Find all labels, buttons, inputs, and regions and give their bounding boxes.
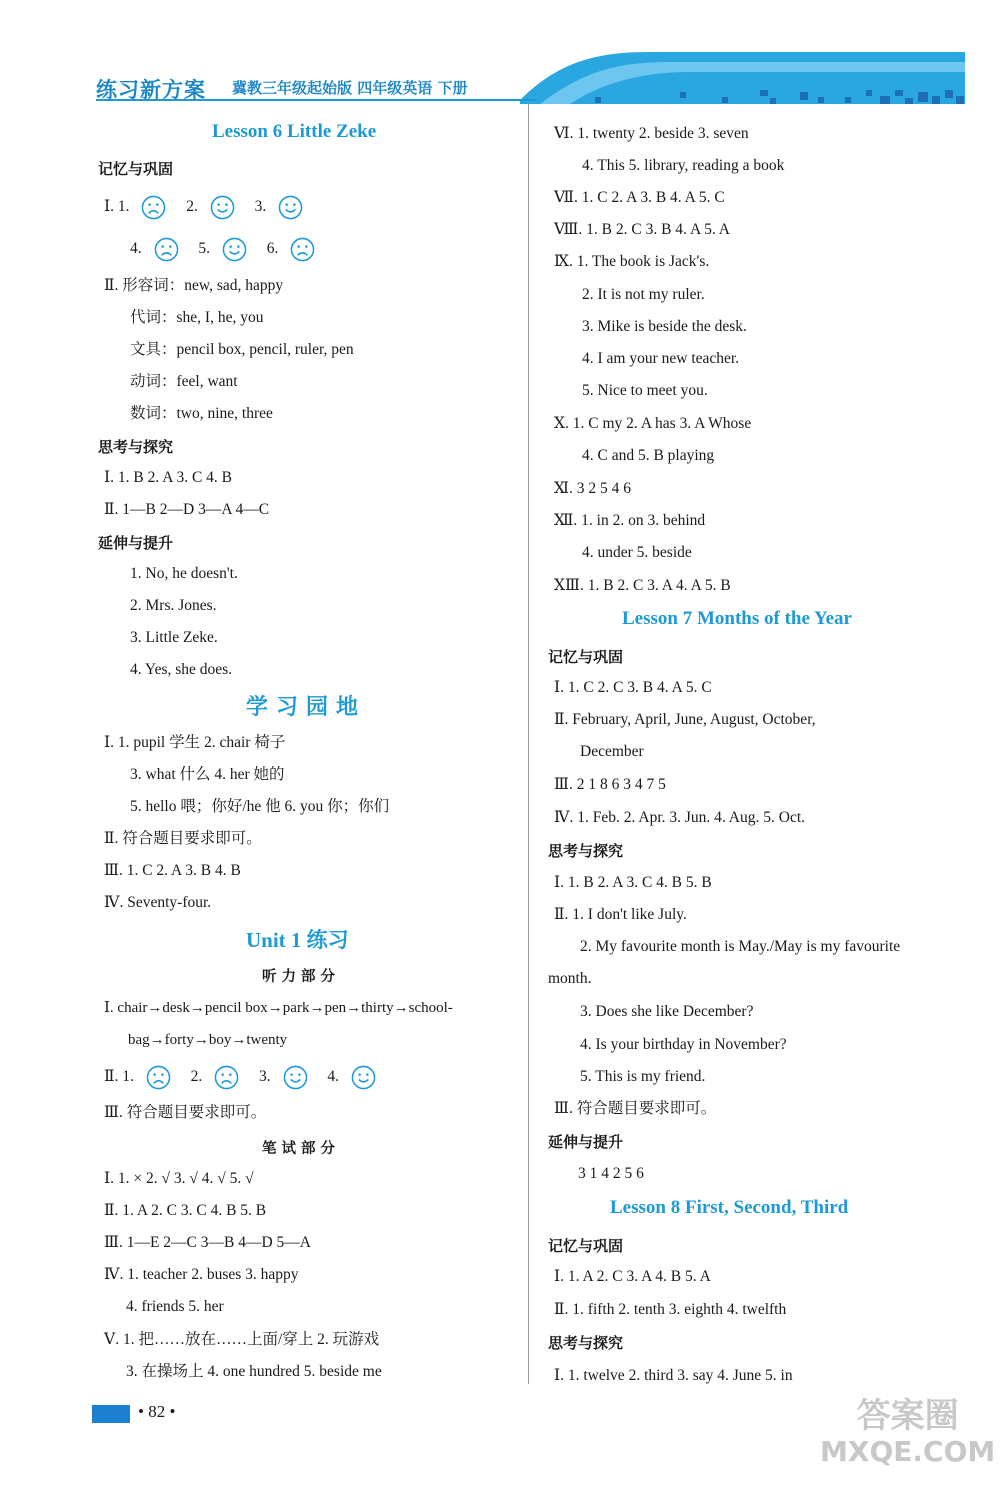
answer-line: 4. I am your new teacher.	[582, 350, 740, 367]
column-divider	[528, 104, 529, 1384]
item-label: 4.	[327, 1068, 340, 1086]
answer-line: 4. C and 5. B playing	[582, 447, 715, 464]
lesson7-title: Lesson 7 Months of the Year	[622, 608, 852, 629]
answer-line: Ⅳ. 1. teacher 2. buses 3. happy	[104, 1266, 299, 1283]
sad-face-icon	[290, 237, 315, 262]
happy-face-icon	[351, 1065, 376, 1090]
answer-line: Ⅱ. 形容词：new, sad, happy	[104, 277, 284, 294]
answer-line: Ⅰ. 1. × 2. √ 3. √ 4. √ 5. √	[104, 1170, 254, 1187]
answer-line: 动词：feel, want	[130, 373, 238, 390]
answer-line: Ⅱ. 1—B 2—D 3—A 4—C	[104, 501, 270, 518]
answer-line: Ⅻ. 1. in 2. on 3. behind	[554, 512, 706, 529]
answer-line: 代词：she, I, he, you	[130, 309, 264, 326]
item-label: Ⅱ. 1.	[104, 1068, 134, 1086]
answer-line: Ⅳ. Seventy-four.	[104, 894, 212, 911]
sad-face-icon	[141, 195, 166, 220]
answer-line: 5. This is my friend.	[580, 1068, 706, 1085]
item-label: 6.	[266, 240, 279, 258]
answer-line: 4. Yes, she does.	[130, 661, 233, 678]
brand-title: 练习新方案	[96, 78, 206, 102]
answer-line: Ⅶ. 1. C 2. A 3. B 4. A 5. C	[554, 189, 725, 206]
item-label: Ⅰ. 1.	[104, 198, 130, 216]
l6-faces-row1	[104, 195, 303, 220]
section-think: 思考与探究	[98, 438, 174, 456]
book-subtitle: 冀教三年级起始版 四年级英语 下册	[232, 79, 468, 97]
happy-face-icon	[278, 195, 303, 220]
answer-line: December	[580, 743, 644, 760]
sad-face-icon	[214, 1065, 239, 1090]
section-listen: 听力部分	[262, 969, 340, 985]
answer-line: 3. 在操场上 4. one hundred 5. beside me	[126, 1363, 382, 1380]
item-label: 3.	[254, 198, 267, 216]
section-written: 笔试部分	[262, 1141, 340, 1157]
answer-line: 2. Mrs. Jones.	[130, 597, 217, 614]
answer-line: 5. hello 喂；你好/he 他 6. you 你；你们	[130, 798, 390, 815]
answer-line: 4. Is your birthday in November?	[580, 1036, 787, 1053]
answer-line: 3. what 什么 4. her 她的	[130, 766, 285, 783]
l6-faces-row2	[130, 237, 315, 262]
answer-line: 文具：pencil box, pencil, ruler, pen	[130, 341, 354, 358]
answer-line: Ⅲ. 符合题目要求即可。	[554, 1100, 717, 1117]
lesson6-title: Lesson 6 Little Zeke	[212, 121, 377, 142]
answer-line: Ⅺ. 3 2 5 4 6	[554, 480, 632, 497]
answer-line: Ⅱ. 1. I don't like July.	[554, 906, 687, 923]
answer-line: Ⅱ. 1. A 2. C 3. C 4. B 5. B	[104, 1202, 267, 1219]
answer-line: 3. Little Zeke.	[130, 629, 218, 646]
item-label: 3.	[259, 1068, 271, 1086]
answer-line: Ⅱ. 符合题目要求即可。	[104, 830, 262, 847]
answer-line: Ⅰ. 1. B 2. A 3. C 4. B	[104, 469, 232, 486]
section-think: 思考与探究	[548, 842, 624, 860]
happy-face-icon	[283, 1065, 308, 1090]
answer-line: Ⅳ. 1. Feb. 2. Apr. 3. Jun. 4. Aug. 5. Oct.	[554, 809, 806, 826]
answer-line: 数词：two, nine, three	[130, 405, 273, 422]
answer-line: Ⅲ. 2 1 8 6 3 4 7 5	[554, 776, 666, 793]
item-label: 2.	[190, 1068, 203, 1086]
answer-line: Ⅱ. 1. fifth 2. tenth 3. eighth 4. twelfth	[554, 1301, 787, 1318]
answer-line: Ⅲ. 符合题目要求即可。	[104, 1104, 267, 1121]
answer-line: month.	[548, 970, 592, 987]
footer-bar	[92, 1405, 130, 1423]
answer-line: Ⅷ. 1. B 2. C 3. B 4. A 5. A	[554, 221, 731, 238]
answer-line: 3 1 4 2 5 6	[578, 1165, 644, 1182]
item-label: 4.	[130, 240, 142, 258]
answer-line: Ⅵ. 1. twenty 2. beside 3. seven	[554, 125, 749, 142]
answer-line: Ⅰ. 1. C 2. C 3. B 4. A 5. C	[554, 679, 712, 696]
section-memory: 记忆与巩固	[548, 648, 624, 666]
item-label: 5.	[198, 240, 210, 258]
answer-line: bag→forty→boy→twenty	[128, 1032, 288, 1048]
answer-line: 2. It is not my ruler.	[582, 286, 705, 303]
sad-face-icon	[146, 1065, 171, 1090]
answer-line: Ⅰ. 1. B 2. A 3. C 4. B 5. B	[554, 874, 712, 891]
section-extend: 延伸与提升	[548, 1133, 624, 1151]
section-think: 思考与探究	[548, 1334, 624, 1352]
answer-line: Ⅰ. 1. A 2. C 3. A 4. B 5. A	[554, 1268, 711, 1285]
answer-line: 4. This 5. library, reading a book	[582, 157, 785, 174]
answer-line: 4. friends 5. her	[126, 1298, 224, 1315]
answer-line: 5. Nice to meet you.	[582, 382, 708, 399]
u-faces-row	[104, 1065, 376, 1090]
answer-line: Ⅰ. chair→desk→pencil box→park→pen→thirty→school-	[104, 1000, 453, 1016]
answer-line: Ⅹ. 1. C my 2. A has 3. A Whose	[554, 415, 752, 432]
happy-face-icon	[222, 237, 247, 262]
answer-line: 2. My favourite month is May./May is my favourite	[580, 938, 901, 955]
answer-line: Ⅱ. February, April, June, August, October,	[554, 711, 816, 728]
watermark-url: MXQE.COM	[820, 1435, 996, 1468]
watermark-text: 答案圈	[856, 1396, 959, 1436]
lesson8-title: Lesson 8 First, Second, Third	[610, 1197, 849, 1218]
sad-face-icon	[154, 237, 179, 262]
answer-line: ⅩⅢ. 1. B 2. C 3. A 4. A 5. B	[554, 577, 731, 594]
answer-line: Ⅲ. 1. C 2. A 3. B 4. B	[104, 862, 241, 879]
answer-line: 1. No, he doesn't.	[130, 565, 238, 582]
answer-line: Ⅸ. 1. The book is Jack's.	[554, 253, 710, 270]
happy-face-icon	[210, 195, 235, 220]
unit1-title: Unit 1 练习	[246, 928, 349, 952]
answer-line: Ⅰ. 1. twelve 2. third 3. say 4. June 5. in	[554, 1367, 793, 1384]
section-memory: 记忆与巩固	[98, 160, 174, 178]
page-header	[0, 0, 1000, 118]
item-label: 2.	[186, 198, 198, 216]
section-extend: 延伸与提升	[98, 534, 174, 552]
answer-line: Ⅲ. 1—E 2—C 3—B 4—D 5—A	[104, 1234, 311, 1251]
section-memory: 记忆与巩固	[548, 1237, 624, 1255]
watermark	[820, 1398, 995, 1470]
answer-line: Ⅰ. 1. pupil 学生 2. chair 椅子	[104, 734, 286, 751]
answer-line: 3. Mike is beside the desk.	[582, 318, 747, 335]
answer-line: 4. under 5. beside	[582, 544, 692, 561]
page-number: • 82 •	[138, 1402, 176, 1421]
answer-line: 3. Does she like December?	[580, 1003, 754, 1020]
answer-line: Ⅴ. 1. 把……放在……上面/穿上 2. 玩游戏	[104, 1331, 380, 1348]
garden-title: 学习园地	[246, 695, 367, 720]
